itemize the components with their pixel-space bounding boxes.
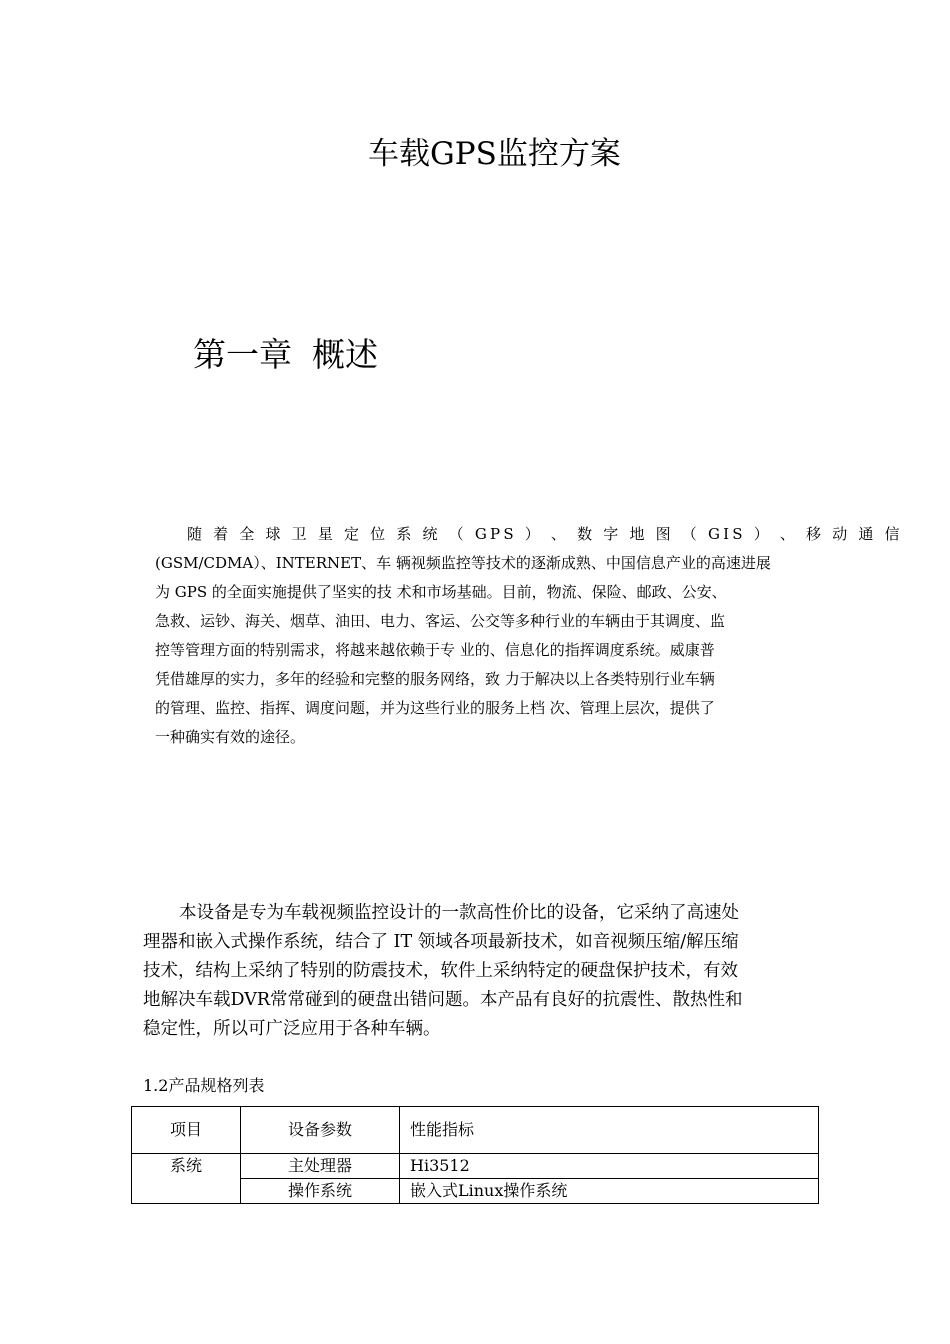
- paragraph-line: 技术，结构上采纳了特别的防震技术，软件上采纳特定的硬盘保护技术，有效: [143, 961, 738, 981]
- device-paragraph: [143, 899, 798, 1044]
- header-item: 项目: [132, 1107, 241, 1154]
- paragraph-line: 地解决车载DVR常常碰到的硬盘出错问题。本产品有良好的抗震性、散热性和: [143, 990, 743, 1010]
- paragraph-line: 凭借雄厚的实力，多年的经验和完整的服务网络，致 力于解决以上各类特别行业车辆: [155, 670, 715, 688]
- table-row: [132, 1154, 819, 1179]
- paragraph-line: 稳定性，所以可广泛应用于各种车辆。: [143, 1019, 441, 1039]
- paragraph-line: 急救、运钞、海关、烟草、油田、电力、客运、公交等多种行业的车辆由于其调度、监: [155, 612, 726, 630]
- paragraph-line: 本设备是专为车载视频监控设计的一款高性价比的设备，它采纳了高速处: [179, 903, 739, 923]
- paragraph-line: 随 着 全 球 卫 星 定 位 系 统 （ GPS ） 、 数 字 地 图 （ GIS ） 、 移 动 通 信: [187, 525, 903, 543]
- overview-paragraph: [155, 520, 903, 752]
- value-cell: 嵌入式Linux操作系统: [400, 1179, 819, 1204]
- group-cell: 系统: [132, 1154, 241, 1204]
- paragraph-line: 一种确实有效的途径。: [155, 728, 306, 746]
- table-caption: 1.2产品规格列表: [143, 1076, 265, 1095]
- chapter-heading: [193, 329, 378, 376]
- paragraph-line: 的管理、监控、指挥、调度问题，并为这些行业的服务上档 次、管理上层次，提供了: [155, 699, 715, 717]
- header-param: 设备参数: [241, 1107, 400, 1154]
- paragraph-line: 为 GPS 的全面实施提供了坚实的技 术和市场基础。目前，物流、保险、邮政、公安、: [155, 583, 727, 601]
- table-header-row: [132, 1107, 819, 1154]
- param-cell: 主处理器: [241, 1154, 400, 1179]
- document-title: 车载GPS监控方案: [368, 136, 621, 172]
- chapter-number: 第一章: [193, 335, 292, 374]
- header-performance: 性能指标: [400, 1107, 819, 1154]
- paragraph-line: 理器和嵌入式操作系统，结合了 IT 领域各项最新技术，如音视频压缩/解压缩: [143, 932, 739, 952]
- paragraph-line: 控等管理方面的特别需求，将越来越依赖于专 业的、信息化的指挥调度系统。威康普: [155, 641, 715, 659]
- paragraph-line: (GSM/CDMA）、INTERNET、车 辆视频监控等技术的逐渐成熟、中国信息产业的高速进展: [155, 554, 771, 572]
- chapter-name: 概述: [312, 335, 378, 374]
- param-cell: 操作系统: [241, 1179, 400, 1204]
- spec-table: [131, 1106, 819, 1204]
- value-cell: Hi3512: [400, 1154, 819, 1179]
